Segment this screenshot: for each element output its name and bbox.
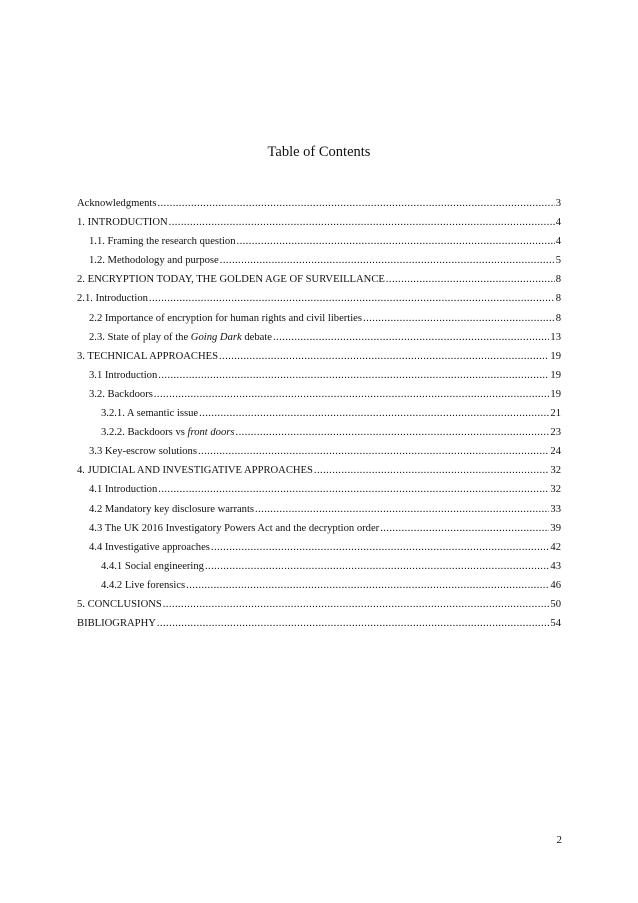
- toc-entry-page: 13: [550, 331, 561, 343]
- toc-leader-dots: [380, 519, 549, 538]
- toc-entry[interactable]: [77, 500, 561, 519]
- toc-entry-page: 46: [550, 579, 561, 591]
- toc-entry-text-part: 3.2.2. Backdoors vs: [101, 427, 188, 439]
- toc-entry-text: BIBLIOGRAPHY: [77, 618, 156, 630]
- toc-entry-text: 1.1. Framing the research question: [89, 236, 236, 248]
- toc-entry-text-italic: front doors: [187, 427, 235, 439]
- toc-entry-text: [101, 423, 235, 442]
- toc-entry-page: 32: [550, 465, 561, 477]
- toc-entry-page: 19: [550, 388, 561, 400]
- toc-entry[interactable]: [77, 385, 561, 404]
- toc-leader-dots: [157, 194, 554, 213]
- toc-entry-page: 4: [555, 236, 561, 248]
- toc-entry-text-part: 2.3. State of play of the: [89, 331, 191, 343]
- toc-leader-dots: [186, 576, 549, 595]
- toc-title: Table of Contents: [267, 144, 371, 160]
- toc-entry-text-part: debate: [241, 331, 272, 343]
- toc-entry[interactable]: [77, 347, 561, 366]
- toc-leader-dots: [220, 251, 555, 270]
- toc-leader-dots: [205, 557, 549, 576]
- toc-entry[interactable]: [77, 423, 561, 442]
- toc-entry-text: 3.1 Introduction: [89, 369, 158, 381]
- page-number: 2: [556, 834, 562, 846]
- toc-entry-text: Acknowledgments: [77, 198, 157, 209]
- toc-leader-dots: [211, 538, 550, 557]
- toc-entry-page: 43: [550, 560, 561, 572]
- toc-entry-page: 19: [550, 369, 561, 381]
- toc-entry-page: 3: [555, 198, 561, 209]
- toc-entry[interactable]: [77, 194, 561, 213]
- toc-entry-page: 42: [550, 541, 561, 553]
- toc-entry-text: 4.4.2 Live forensics: [101, 579, 186, 591]
- toc-entry[interactable]: [77, 251, 561, 270]
- toc-entry-page: 32: [550, 484, 561, 496]
- toc-leader-dots: [386, 270, 555, 289]
- toc-entry-page: 19: [550, 350, 561, 362]
- toc-entry[interactable]: [77, 289, 561, 308]
- toc-entry-text: 3. TECHNICAL APPROACHES: [77, 350, 218, 362]
- toc-leader-dots: [154, 385, 550, 404]
- toc-entry[interactable]: [77, 538, 561, 557]
- toc-entry[interactable]: [77, 328, 561, 347]
- toc-entry-page: 24: [550, 446, 561, 458]
- toc-entry-text: 4. JUDICIAL AND INVESTIGATIVE APPROACHES: [77, 465, 313, 477]
- toc-leader-dots: [236, 423, 550, 442]
- toc-entry-page: 21: [550, 408, 561, 420]
- toc-entry-text: 2.1. Introduction: [77, 293, 148, 305]
- toc-entry-page: 50: [550, 598, 561, 610]
- toc-leader-dots: [255, 500, 549, 519]
- toc-entry[interactable]: [77, 461, 561, 480]
- toc-entry[interactable]: [77, 595, 561, 614]
- toc-leader-dots: [314, 461, 549, 480]
- toc-entry-page: 33: [550, 503, 561, 515]
- toc-leader-dots: [199, 404, 549, 423]
- toc-leader-dots: [363, 309, 555, 328]
- toc-entry-text: 1.2. Methodology and purpose: [89, 255, 219, 267]
- toc-entry[interactable]: [77, 480, 561, 499]
- toc-entry[interactable]: [77, 557, 561, 576]
- toc-entry-page: 8: [555, 274, 561, 286]
- toc-leader-dots: [158, 480, 549, 499]
- toc-entry-text: [89, 328, 272, 347]
- toc-entry-page: 8: [555, 312, 561, 324]
- toc-entry-text: 5. CONCLUSIONS: [77, 598, 162, 610]
- toc-leader-dots: [157, 614, 550, 633]
- toc-leader-dots: [219, 347, 549, 366]
- toc-entry-text: 2. ENCRYPTION TODAY, THE GOLDEN AGE OF SURVEILLANCE: [77, 274, 385, 286]
- toc-entry-page: 5: [555, 255, 561, 267]
- toc-entry-text: 2.2 Importance of encryption for human rights and civil liberties: [89, 312, 363, 324]
- toc-leader-dots: [237, 232, 555, 251]
- toc-entry-text-italic: Going Dark: [190, 331, 242, 343]
- toc-entry-text: 3.2. Backdoors: [89, 388, 153, 400]
- toc-entry-text: 3.2.1. A semantic issue: [101, 408, 199, 420]
- toc-entry-text: 3.3 Key-escrow solutions: [89, 446, 197, 458]
- toc-list: [77, 194, 561, 633]
- toc-entry-text: 4.4 Investigative approaches: [89, 541, 210, 553]
- toc-entry-page: 8: [555, 293, 561, 305]
- toc-leader-dots: [158, 366, 549, 385]
- toc-entry[interactable]: [77, 309, 561, 328]
- toc-entry-text: 4.3 The UK 2016 Investigatory Powers Act and the decryption order: [89, 522, 380, 534]
- toc-entry-page: 23: [550, 427, 561, 439]
- toc-entry-text: 4.2 Mandatory key disclosure warrants: [89, 503, 255, 515]
- toc-leader-dots: [163, 595, 550, 614]
- toc-entry[interactable]: [77, 576, 561, 595]
- toc-entry[interactable]: [77, 213, 561, 232]
- toc-entry[interactable]: [77, 404, 561, 423]
- toc-entry-page: 39: [550, 522, 561, 534]
- toc-leader-dots: [149, 289, 555, 308]
- toc-entry-page: 4: [555, 217, 561, 229]
- toc-entry-text: 4.1 Introduction: [89, 484, 158, 496]
- toc-entry[interactable]: [77, 519, 561, 538]
- toc-entry[interactable]: [77, 232, 561, 251]
- toc-entry[interactable]: [77, 366, 561, 385]
- toc-entry-text: 1. INTRODUCTION: [77, 217, 168, 229]
- toc-leader-dots: [273, 328, 549, 347]
- toc-leader-dots: [198, 442, 549, 461]
- toc-entry[interactable]: [77, 614, 561, 633]
- toc-leader-dots: [169, 213, 555, 232]
- toc-entry[interactable]: [77, 442, 561, 461]
- toc-entry-text: 4.4.1 Social engineering: [101, 560, 204, 572]
- toc-entry-page: 54: [550, 618, 561, 630]
- toc-entry[interactable]: [77, 270, 561, 289]
